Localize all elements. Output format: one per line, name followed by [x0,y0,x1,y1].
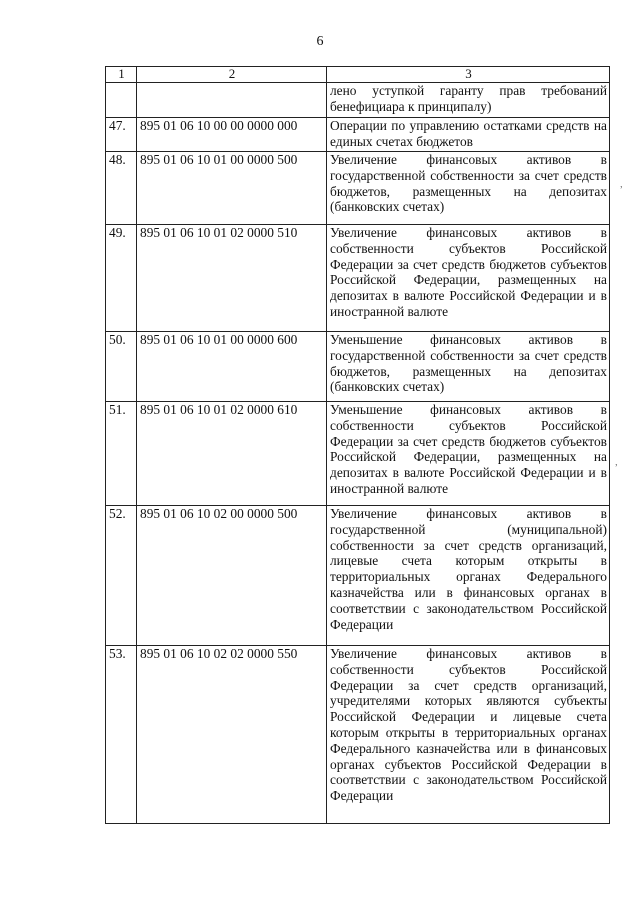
table-row [106,225,610,332]
row-description: Увеличение финансовых активов в собственности субъектов Российской Федерации за счет средств бюджетов субъектов Российской Федерации, размещенных на депозитах в валюте Российской Федерации и в иностранной валюте [327,225,610,332]
table-row [106,402,610,506]
budget-code: 895 01 06 10 01 00 0000 600 [137,332,327,402]
column-header-1: 1 [106,67,137,83]
row-number: 49. [106,225,137,332]
row-description: лено уступкой гаранту прав требований бенефициара к принципалу) [327,83,610,118]
page-number: 6 [316,34,324,49]
budget-codes-table [105,66,610,824]
table-row [106,646,610,824]
row-description: Увеличение финансовых активов в собственности субъектов Российской Федерации за счет средств организаций, учредителями которых являются субъекты Российской Федерации и лицевые счета которым открыты в территориальных органах Федерального казначейства или в финансовых органах субъектов Российской Федерации в соответствии с законодательством Российской Федерации [327,646,610,824]
row-description: Увеличение финансовых активов в государственной собственности за счет средств бюджетов, размещенных на депозитах (банковских счетах) [327,152,610,225]
table-header-row [106,67,610,83]
row-description: Уменьшение финансовых активов в государственной собственности за счет средств бюджетов, размещенных на депозитах (банковских счетах) [327,332,610,402]
budget-code: 895 01 06 10 01 02 0000 610 [137,402,327,506]
table-row [106,152,610,225]
row-description: Увеличение финансовых активов в государственной (муниципальной) собственности за счет средств организаций, лицевые счета которым открыты в территориальных органах Федерального казначейства или в финансовых органах в соответствии с законодательством Российской Федерации [327,506,610,646]
budget-code: 895 01 06 10 02 00 0000 500 [137,506,327,646]
budget-code: 895 01 06 10 01 00 0000 500 [137,152,327,225]
column-header-2: 2 [137,67,327,83]
row-number [106,83,137,118]
budget-code [137,83,327,118]
budget-code: 895 01 06 10 01 02 0000 510 [137,225,327,332]
budget-code: 895 01 06 10 00 00 0000 000 [137,118,327,152]
row-description: Уменьшение финансовых активов в собственности субъектов Российской Федерации за счет средств бюджетов субъектов Российской Федерации, размещенных на депозитах в валюте Российской Федерации и в иностранной валюте [327,402,610,506]
row-number: 52. [106,506,137,646]
row-number: 48. [106,152,137,225]
margin-mark: , [620,178,623,190]
table-row [106,118,610,152]
budget-code: 895 01 06 10 02 02 0000 550 [137,646,327,824]
column-header-3: 3 [327,67,610,83]
row-description: Операции по управлению остатками средств на единых счетах бюджетов [327,118,610,152]
row-number: 47. [106,118,137,152]
margin-mark: , [615,456,618,468]
row-number: 50. [106,332,137,402]
table-row [106,83,610,118]
row-number: 53. [106,646,137,824]
table-row [106,332,610,402]
table-row [106,506,610,646]
row-number: 51. [106,402,137,506]
